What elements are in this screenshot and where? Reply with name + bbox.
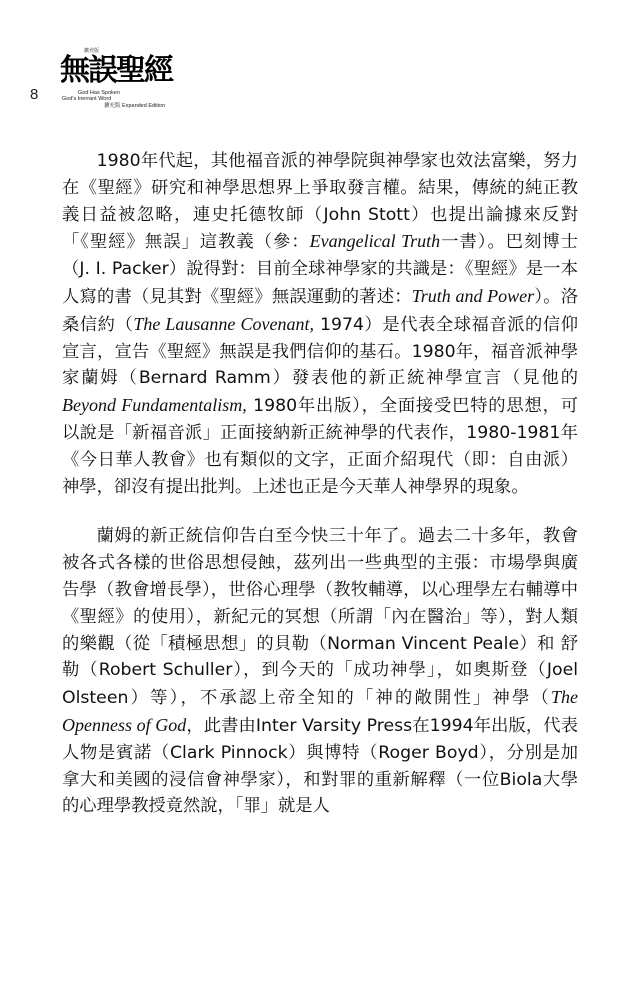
logo-edition-mark: 擴充版 bbox=[84, 48, 100, 54]
paragraph-1 bbox=[62, 148, 578, 500]
text-segment: ，此書由Inter Varsity Press在1994年出版，代表人物是賓諾（Clark Pinnock）與博特（Roger Boyd），分別是加拿大和美國的浸信會神學家），和對罪的重新解釋（一位Biola大學的心理學教授竟然說，「罪」就是人 bbox=[62, 715, 578, 817]
book-logo bbox=[60, 48, 190, 122]
text-segment: 蘭姆的新正統信仰告白至今快三十年了。過去二十多年，教會被各式各樣的世俗思想侵蝕，茲列出一些典型的主張：市場學與廣告學（教會增長學），世俗心理學（教牧輔導，以心理學左右輔導中《聖經》的使用），新紀元的冥想（所謂「內在醫治」等），對人類的樂觀（從「積極思想」的貝勒（Norman Vincent Peale）和 舒勒（Robert Schuller），到今天的「成功神學」，如奧斯登（Joel Olsteen）等），不承認上帝全知的「神的敞開性」神學（ bbox=[62, 526, 578, 709]
logo-subtitle-2: God's Inerrant Word bbox=[62, 96, 112, 102]
book-title-truth-and-power: Truth and Power bbox=[411, 285, 535, 306]
page-number: 8 bbox=[30, 86, 39, 103]
body-text bbox=[62, 148, 578, 820]
logo-subtitle-1: God Has Spoken bbox=[78, 90, 120, 96]
paragraph-2 bbox=[62, 523, 578, 820]
book-title-lausanne-covenant: The Lausanne Covenant, bbox=[133, 313, 314, 334]
text-segment: 1980年代起，其他福音派的神學院與神學家也效法富樂，努力在《聖經》研究和神學思想界上爭取發言權。結果，傳統的純正教義日益被忽略，連史托德牧師（John Stott）也提出論據來反對「《聖經》無誤」這教義（參： bbox=[62, 151, 578, 253]
book-title-beyond-fundamentalism: Beyond Fundamentalism, bbox=[62, 395, 247, 416]
text-segment: 1980年出版），全面接受巴特的思想，可以說是「新福音派」正面接納新正統神學的代表作，1980-1981年《今日華人教會》也有類似的文字，正面介紹現代（即：自由派）神學，卻沒有提出批判。上述也正是今天華人神學界的現象。 bbox=[62, 396, 578, 497]
logo-title: 無誤聖經 bbox=[60, 53, 172, 88]
text-segment: 1974）是代表全球福音派的信仰宣言，宣告《聖經》無誤是我們信仰的基石。1980年，福音派神學家蘭姆（Bernard Ramm）發表他的新正統神學宣言（見他的 bbox=[62, 314, 578, 389]
book-title-openness-of-god: The Openness of God bbox=[62, 687, 578, 735]
text-segment: ）。洛桑信約（ bbox=[62, 286, 578, 335]
book-title-evangelical-truth: Evangelical Truth bbox=[309, 231, 441, 252]
logo-subtitle-3: 擴充版 Expanded Edition bbox=[104, 103, 166, 109]
text-segment: 一書）。巴刻博士（J. I. Packer）說得對：目前全球神學家的共識是：《聖經》是一本人寫的書（見其對《聖經》無誤運動的著述： bbox=[62, 232, 578, 307]
